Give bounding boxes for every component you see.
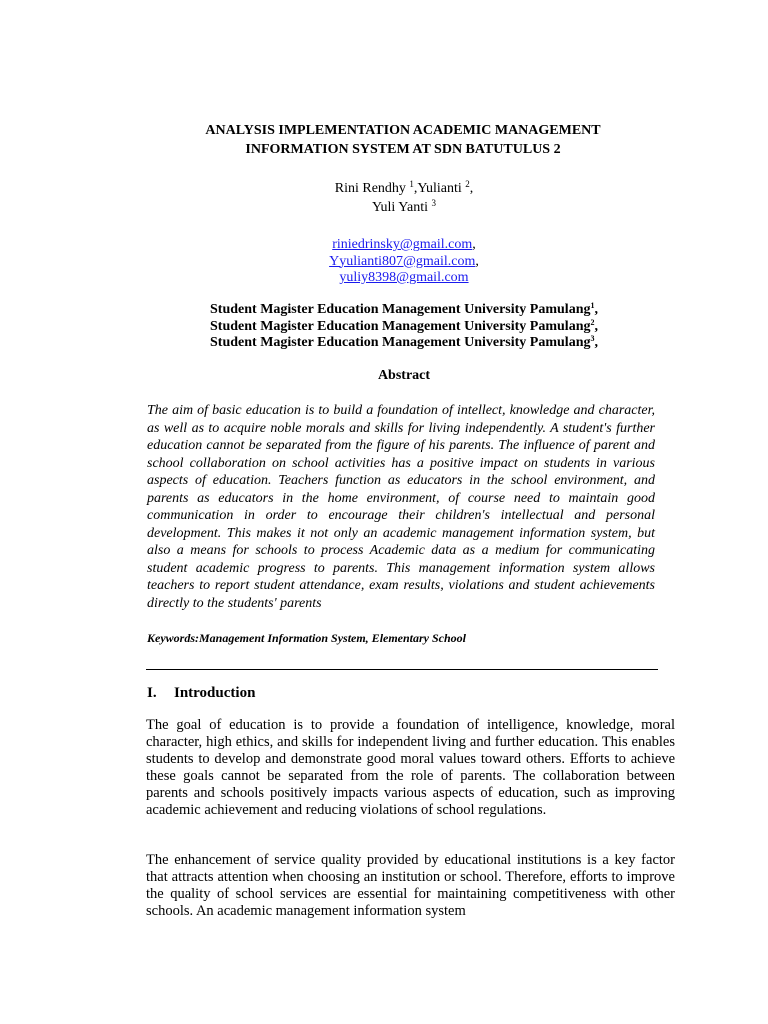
author-line-2 — [150, 198, 658, 217]
paper-title — [120, 121, 686, 159]
email-list — [150, 237, 658, 287]
author-name-3: Yuli Yanti — [371, 200, 432, 215]
section-title: Introduction — [174, 685, 256, 701]
email-line-3 — [150, 270, 658, 287]
affiliation-2: Student Magister Education Management University Pamulang$^2$, — [210, 317, 598, 334]
author-mark-2: 2 — [465, 179, 470, 189]
body-paragraph-2: The enhancement of service quality provided by educational institutions is a key factor that attracts attention when choosing an institution or school. Therefore, efforts to improve the quality of school services are essential for maintaining competitiveness with other schools. An academic management information system — [146, 852, 675, 919]
email-link-2[interactable]: Yyulianti807@gmail.com — [329, 253, 476, 269]
section-divider — [146, 669, 658, 670]
section-number: I. — [147, 685, 157, 701]
email-line-2: Yyulianti807@gmail.com, — [329, 253, 479, 269]
title-line-2: INFORMATION SYSTEM AT SDN BATUTULUS 2 — [245, 142, 561, 157]
author-list — [150, 179, 658, 217]
email-line-1: riniedrinsky@gmail.com, — [332, 237, 476, 252]
title-line-1: ANALYSIS IMPLEMENTATION ACADEMIC MANAGEMENT — [205, 123, 601, 138]
section-heading — [147, 684, 255, 702]
author-separator: , — [469, 181, 474, 196]
author-mark-1: 1 — [409, 179, 414, 189]
author-name-1: Rini Rendhy — [334, 181, 410, 196]
affiliation-1: Student Magister Education Management University Pamulang$^1$, — [210, 301, 598, 317]
body-paragraph-1: The goal of education is to provide a foundation of intelligence, knowledge, moral character, high ethics, and skills for independent living and further education. This enables students to develop and demonstrate good moral values toward others. Efforts to achieve these goals cannot be separated from the role of parents. The collaboration between parents and schools positively impacts various aspects of education, such as improving academic achievement and reducing violations of school regulations. — [146, 717, 675, 818]
author-line-1 — [150, 179, 658, 198]
abstract-text: The aim of basic education is to build a foundation of intellect, knowledge and character, as well as to acquire noble morals and skills for living independently. A student's further education cannot be separated from the figure of his parents. The influence of parent and school collaboration on school activities has a positive impact on students in various aspects of education. Teachers function as educators in the school environment, and parents as educators in the home environment, of course need to maintain good communication in order to encourage their children's intellectual and personal development. This makes it not only an academic management information system, but also a means for schools to process Academic data as a medium for communicating student academic progress to parents. This management information system allows teachers to report student attendance, exam results, violations and student achievements directly to the students' parents — [147, 403, 655, 611]
email-link-1[interactable]: riniedrinsky@gmail.com — [332, 237, 473, 252]
affiliation-3: Student Magister Education Management University Pamulang$^3$, — [210, 334, 598, 350]
abstract-heading: Abstract — [377, 368, 431, 383]
email-link-3[interactable]: yuliy8398@gmail.com — [339, 270, 469, 285]
affiliation-list — [150, 302, 658, 352]
author-name-2: ,Yulianti — [413, 181, 466, 196]
author-mark-3: 3 — [431, 198, 437, 208]
keywords: Keywords:Management Information System, Elementary School — [147, 631, 467, 645]
